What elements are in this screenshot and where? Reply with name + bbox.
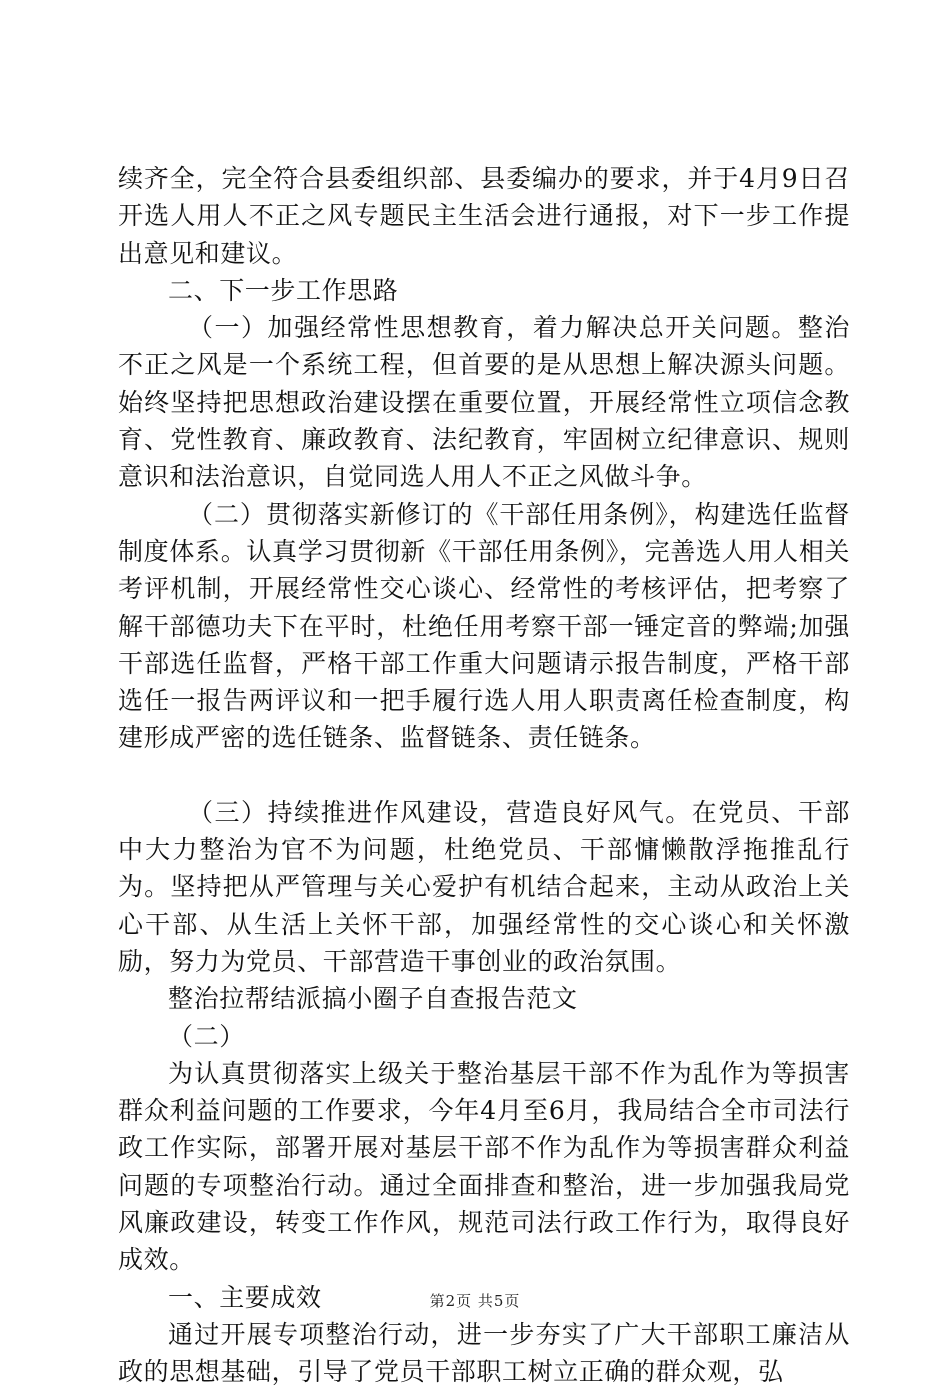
article-title: 整治拉帮结派搞小圈子自查报告范文 — [168, 984, 578, 1014]
paragraph-item-1: （一）加强经常性思想教育，着力解决总开关问题。整治不正之风是一个系统工程，但首要的是从思想上解决源头问题。始终坚持把思想政治建设摆在重要位置，开展经常性立项信念教育、党性教育、廉政教育、法纪教育，牢固树立纪律意识、规则意识和法治意识，自觉同选人用人不正之风做斗争。 — [118, 313, 850, 492]
section-heading-results: 一、主要成效 — [168, 1282, 322, 1312]
paragraph-item-2: （二）贯彻落实新修订的《干部任用条例》，构建选任监督制度体系。认真学习贯彻新《干部任用条例》，完善选人用人相关考评机制，开展经常性交心谈心、经常性的考核评估，把考察了解干部德功夫下在平时，杜绝任用考察干部一锤定音的弊端;加强干部选任监督，严格干部工作重大问题请示报告制度，严格干部选任一报告两评议和一把手履行选人用人职责离任检查制度，构建形成严密的选任链条、监督链条、责任链条。 — [118, 499, 850, 753]
paragraph-continuation: 续齐全，完全符合县委组织部、县委编办的要求，并于4月9日召开选人用人不正之风专题民主生活会进行通报，对下一步工作提出意见和建议。 — [118, 164, 850, 268]
paragraph-intro: 为认真贯彻落实上级关于整治基层干部不作为乱作为等损害群众利益问题的工作要求，今年4月至6月，我局结合全市司法行政工作实际，部署开展对基层干部不作为乱作为等损害群众利益问题的专项整治行动。通过全面排查和整治，进一步加强我局党风廉政建设，转变工作作风，规范司法行政工作行为，取得良好成效。 — [118, 1058, 850, 1275]
article-subtitle: （二） — [168, 1021, 245, 1051]
paragraph-results: 通过开展专项整治行动，进一步夯实了广大干部职工廉洁从政的思想基础，引导了党员干部职工树立正确的群众观，弘 — [118, 1319, 850, 1387]
paragraph-item-3: （三）持续推进作风建设，营造良好风气。在党员、干部中大力整治为官不为问题，杜绝党员、干部慵懒散浮拖推乱行为。坚持把从严管理与关心爱护有机结合起来，主动从政治上关心干部、从生活上关怀干部，加强经常性的交心谈心和关怀激励，努力为党员、干部营造干事创业的政治氛围。 — [118, 797, 850, 976]
section-heading-next-steps: 二、下一步工作思路 — [168, 275, 399, 305]
page-footer: 第2页 共5页 — [429, 1292, 521, 1310]
document-body — [118, 160, 850, 1391]
